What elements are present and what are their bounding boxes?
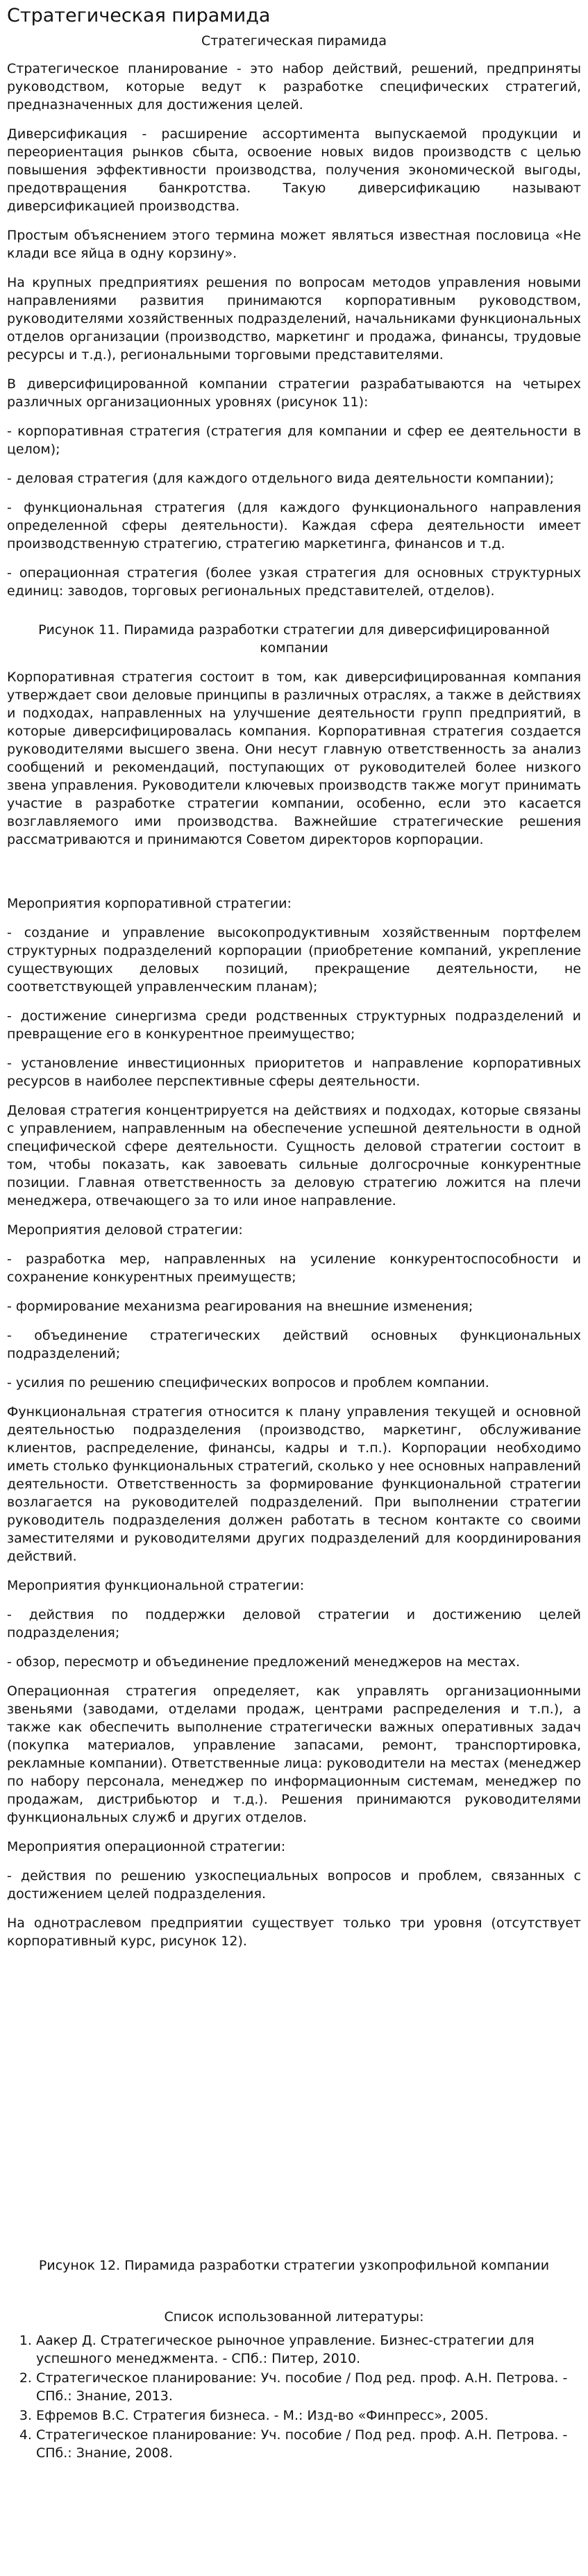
list-item: - формирование механизма реагирования на внешние изменения; [7, 1299, 473, 1314]
paragraph: Мероприятия операционной стратегии: [7, 1839, 286, 1854]
reference-item: 2. Стратегическое планирование: Уч. пособие / Под ред. проф. А.Н. Петрова. - СПб.: Знание, 2013. [36, 2369, 581, 2405]
figure-12-placeholder [7, 1961, 581, 2257]
paragraph: Стратегическое планирование - это набор действий, решений, предприняты руководством, которые ведут к разработке специфических стратегий, предназначенных для достижения целей. [7, 61, 581, 113]
figure-11-placeholder [7, 611, 581, 621]
reference-item: 4. Стратегическое планирование: Уч. пособие / Под ред. проф. А.Н. Петрова. - СПб.: Знание, 2008. [36, 2426, 581, 2462]
list-item: - деловая стратегия (для каждого отдельного вида деятельности компании); [7, 471, 555, 486]
list-item: - объединение стратегических действий основных функциональных подразделений; [7, 1328, 581, 1361]
list-item: - действия по решению узкоспециальных вопросов и проблем, связанных с достижением целей подразделения. [7, 1868, 581, 1902]
paragraph: Операционная стратегия определяет, как управлять организационными звеньями (заводами, отделами продаж, центрами распределения и т.п.), а также как обеспечить выполнение стратегически важных оперативных задач (покупка материалов, управление запасами, ремонт, транспортировка, рекламные компании). Ответственные лица: руководители на местах (менеджер по набору персонала, менеджер по информационным системам, менеджер по продажам, дистрибьютор и т.д.). Решения принимаются руководителями функциональных служб и других отделов. [7, 1684, 581, 1825]
list-item: - обзор, пересмотр и объединение предложений менеджеров на местах. [7, 1654, 521, 1670]
paragraph: Функциональная стратегия относится к плану управления текущей и основной деятельностью подразделения (производство, маркетинг, обслуживание клиентов, распределение, финансы, кадры и т.п.). Корпорации необходимо иметь столько функциональных стратегий, сколько у нее основных направлений деятельности. Ответственность за формирование функциональной стратегии возлагается на руководителей подразделений. При выполнении стратегии руководитель подразделения должен работать в тесном контакте со своими заместителями и руководителями других подразделений для координирования действий. [7, 1404, 581, 1564]
paragraph: В диверсифицированной компании стратегии разрабатываются на четырех различных организационных уровнях (рисунок 11): [7, 376, 581, 410]
paragraph: Деловая стратегия концентрируется на действиях и подходах, которые связаны с управлением, направленным на обеспечение успешной деятельности в одной специфической сфере деятельности. Сущность деловой стратегии состоит в том, чтобы показать, как завоевать сильные долгосрочные конкурентные позиции. Главная ответственность за деловую стратегию ложится на плечи менеджера, отвечающего за то или иное направление. [7, 1103, 581, 1208]
document-page [7, 0, 581, 2463]
paragraph: Мероприятия функциональной стратегии: [7, 1578, 305, 1593]
section-corporate [7, 668, 581, 849]
section-intro [7, 60, 581, 600]
paragraph: Диверсификация - расширение ассортимента выпускаемой продукции и переориентация рынков сбыта, освоение новых видов производств с целью повышения эффективности производства, получения экономической выгоды, предотвращения банкротства. Такую диверсификацию называют диверсификацией производства. [7, 126, 581, 214]
paragraph: Корпоративная стратегия состоит в том, как диверсифицированная компания утверждает свои деловые принципы в различных отраслях, а также в действиях и подходах, направленных на улучшение деятельности групп предприятий, в которые диверсифицировалась компания. Корпоративная стратегия создается руководителями высшего звена. Они несут главную ответственность за анализ сообщений и рекомендаций, поступающих от руководителей более низкого звена управления. Руководители ключевых производств также могут принимать участие в разработке стратегии компании, особенно, если это касается возглавляемого ими производства. Важнейшие стратегические решения рассматриваются и принимаются Советом директоров корпорации. [7, 670, 581, 847]
list-item: - установление инвестиционных приоритетов и направление корпоративных ресурсов в наиболее перспективные сферы деятельности. [7, 1056, 581, 1089]
list-item: - действия по поддержки деловой стратегии и достижению целей подразделения; [7, 1607, 581, 1640]
page-title: Стратегическая пирамида [7, 5, 271, 26]
document-subtitle: Стратегическая пирамида [201, 33, 387, 49]
list-item: - усилия по решению специфических вопросов и проблем компании. [7, 1375, 489, 1390]
list-item: - операционная стратегия (более узкая стратегия для основных структурных единиц: заводов, торговых региональных представителей, отделов). [7, 565, 581, 599]
list-item: - функциональная стратегия (для каждого функционального направления определенной сферы деятельности). Каждая сфера деятельности имеет производственную стратегию, стратегию маркетинга, финансов и т.д. [7, 500, 581, 551]
list-item: - разработка мер, направленных на усиление конкурентоспособности и сохранение конкурентных преимуществ; [7, 1252, 581, 1285]
references-title: Список использованной литературы: [164, 2309, 424, 2325]
paragraph: На крупных предприятиях решения по вопросам методов управления новыми направлениями развития принимаются корпоративным руководством, руководителями хозяйственных подразделений, начальниками функциональных отделов организации (производство, маркетинг и продажа, финансы, трудовые ресурсы и т.д.), региональными торговыми представителями. [7, 275, 581, 363]
blank-space [7, 860, 581, 895]
list-item: - достижение синергизма среди родственных структурных подразделений и превращение его в конкурентное преимущество; [7, 1008, 581, 1042]
reference-item: 3. Ефремов В.С. Стратегия бизнеса. - М.: Изд-во «Финпресс», 2005. [36, 2407, 581, 2425]
figure-12-caption: Рисунок 12. Пирамида разработки стратегии узкопрофильной компании [38, 2258, 550, 2273]
reference-item: 1. Аакер Д. Стратегическое рыночное управление. Бизнес-стратегии для успешного менеджмента. - СПб.: Питер, 2010. [36, 2332, 581, 2368]
paragraph: Мероприятия корпоративной стратегии: [7, 896, 292, 911]
list-item: - корпоративная стратегия (стратегия для компании и сфер ее деятельности в целом); [7, 424, 581, 457]
section-strategies [7, 895, 581, 1950]
paragraph: На однотраслевом предприятии существует только три уровня (отсутствует корпоративный курс, рисунок 12). [7, 1916, 581, 1949]
paragraph: Мероприятия деловой стратегии: [7, 1222, 243, 1238]
figure-11-caption: Рисунок 11. Пирамида разработки стратегии для диверсифицированной компании [38, 622, 550, 656]
references-list [7, 2332, 581, 2462]
paragraph: Простым объяснением этого термина может являться известная пословица «Не клади все яйца в одну корзину». [7, 228, 581, 261]
list-item: - создание и управление высокопродуктивным хозяйственным портфелем структурных подразделений корпорации (приобретение компаний, укрепление существующих деловых позиций, прекращение деятельности, не соответствующей управленческим планам); [7, 925, 581, 995]
